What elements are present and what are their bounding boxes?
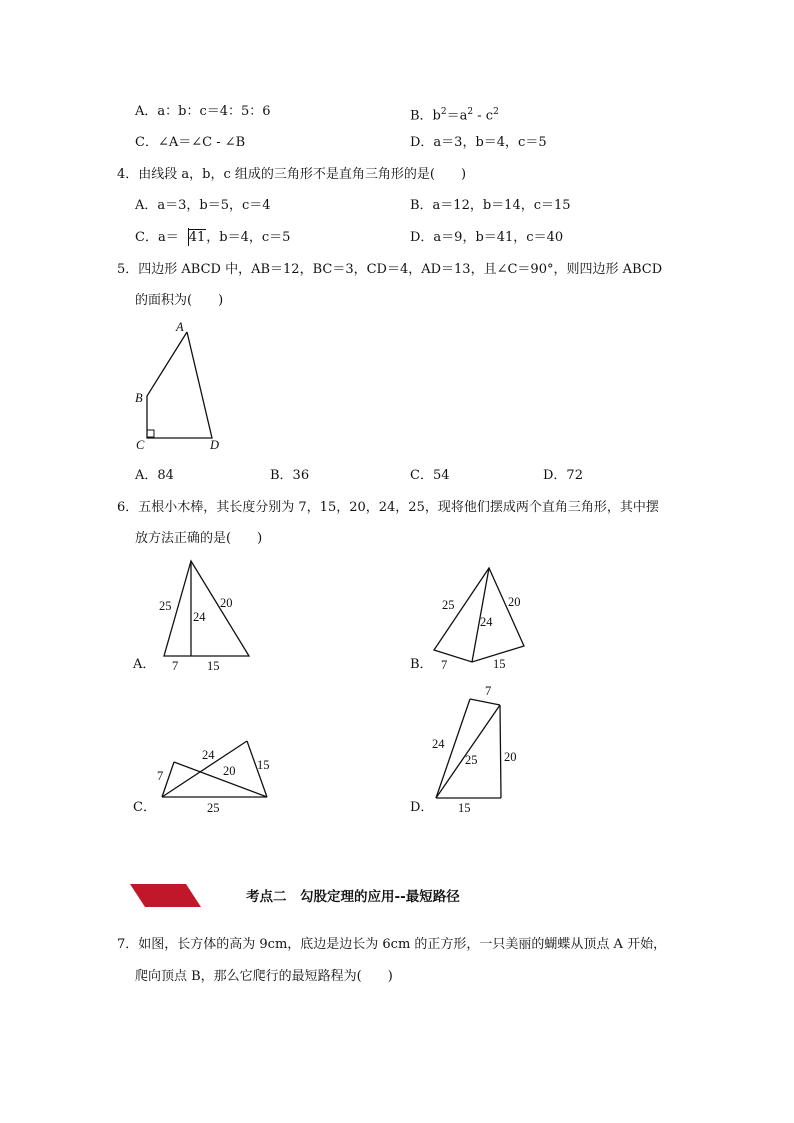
figure-label-c: C (136, 438, 145, 452)
q6-option-b-label: B． (410, 657, 433, 672)
fig-c-length-7: 7 (157, 769, 164, 783)
q4-option-a: A．a＝3，b＝5，c＝4 (135, 198, 271, 213)
fig-b-length-24: 24 (480, 615, 493, 629)
q6-stem-line2: 放方法正确的是( ) (135, 531, 263, 546)
fig-c-length-24: 24 (202, 748, 215, 762)
fig-a-length-25: 25 (159, 599, 172, 613)
fig-a-length-24: 24 (193, 610, 206, 624)
q4-stem: 4．由线段 a，b，c 组成的三角形不是直角三角形的是( ) (117, 167, 467, 182)
fig-d-length-15: 15 (458, 801, 471, 815)
section-title: 考点二 勾股定理的应用--最短路径 (246, 889, 460, 905)
q4-option-b: B．a＝12，b＝14，c＝15 (410, 198, 571, 213)
fig-a-length-7: 7 (172, 659, 179, 673)
q7-stem-line2: 爬向顶点 B，那么它爬行的最短路程为( ) (135, 969, 393, 984)
q4-option-c: C．a＝ 41，b＝4，c＝5 (135, 230, 291, 245)
q6-figure-d (425, 682, 525, 817)
q5-option-d: D．72 (543, 468, 583, 483)
q5-stem-line2: 的面积为( ) (135, 293, 224, 308)
q5-option-c: C．54 (410, 468, 450, 483)
fig-c-length-20: 20 (223, 764, 236, 778)
fig-b-length-25: 25 (442, 598, 455, 612)
fig-d-length-20: 20 (504, 750, 517, 764)
q6-figure-c (150, 730, 280, 820)
q6-stem-line1: 6．五根小木棒，其长度分别为 7，15，20，24，25，现将他们摆成两个直角三角形，其中摆 (117, 500, 659, 515)
q4-option-d: D．a＝9，b＝41，c＝40 (410, 230, 564, 245)
q3-option-b: B．$b^2=a^2 - c^2$ (410, 107, 499, 124)
fig-c-length-25: 25 (207, 801, 220, 815)
figure-label-d: D (210, 438, 220, 452)
q5-option-a: A．84 (135, 468, 174, 483)
fig-d-length-7: 7 (485, 684, 492, 698)
fig-c-length-15: 15 (257, 758, 270, 772)
fig-b-length-15: 15 (493, 657, 506, 671)
q5-option-b: B．36 (270, 468, 310, 483)
q3-option-d: D．a＝3，b＝4，c＝5 (410, 135, 547, 150)
fig-b-length-7: 7 (441, 658, 448, 672)
fig-a-length-20: 20 (220, 596, 233, 610)
figure-label-a: A (176, 320, 184, 334)
q6-figure-a (150, 555, 260, 675)
fig-d-length-24: 24 (432, 737, 445, 751)
q6-option-d-label: D． (410, 800, 434, 815)
q3-option-c: C．∠A＝∠C - ∠B (135, 135, 246, 150)
q5-quadrilateral-figure (120, 310, 240, 460)
fig-a-length-15: 15 (207, 659, 220, 673)
fig-d-length-25: 25 (465, 753, 478, 767)
q6-figure-b (425, 560, 535, 675)
fig-b-length-20: 20 (508, 595, 521, 609)
sqrt-symbol: 41 (179, 230, 207, 246)
figure-label-b: B (135, 391, 143, 405)
q6-option-a-label: A． (133, 657, 156, 672)
q7-stem-line1: 7．如图，长方体的高为 9cm，底边是边长为 6cm 的正方形，一只美丽的蝴蝶从顶点 A 开始， (117, 937, 667, 952)
section-banner-shape (130, 884, 205, 909)
q3-option-a: A．a：b：c＝4：5：6 (135, 104, 271, 119)
q5-stem-line1: 5．四边形 ABCD 中，AB＝12，BC＝3，CD＝4，AD＝13，且∠C＝90°，则四边形 ABCD (117, 262, 663, 277)
q6-option-c-label: C． (133, 800, 156, 815)
